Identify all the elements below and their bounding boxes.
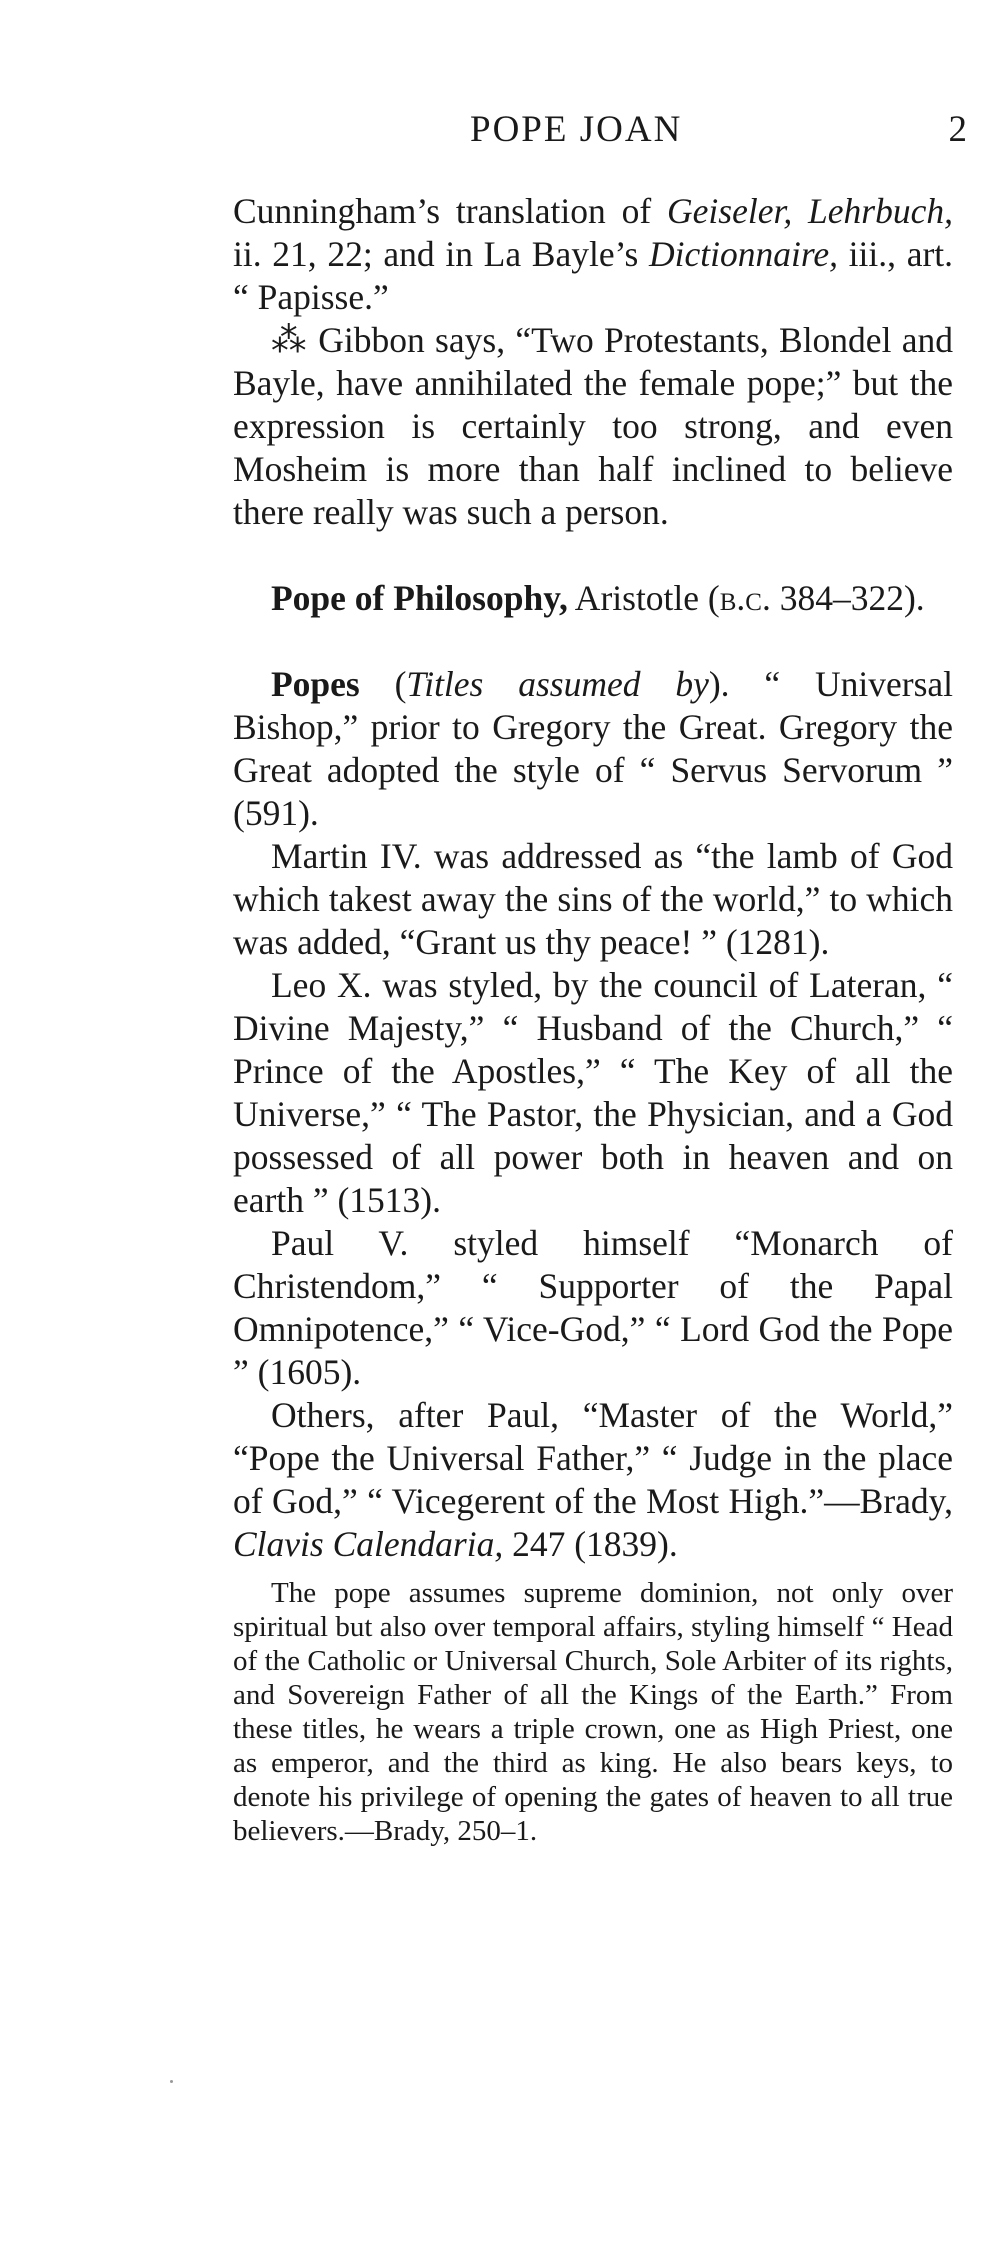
running-title: POPE JOAN	[470, 109, 683, 150]
era-abbrev: b.c.	[719, 578, 771, 618]
paren-open: (	[359, 664, 407, 704]
entry-pope-of-philosophy	[233, 577, 953, 620]
paragraph-citation	[233, 190, 953, 319]
paragraph-gibbon: ⁂ Gibbon says, “Two Protestants, Blondel and Bayle, have annihilated the female pope;” but the expression is certainly too strong, and even Mosheim is more than half inclined to believe there really was such a person.	[233, 320, 953, 532]
body-text	[233, 190, 953, 1848]
entry-popes	[233, 663, 953, 835]
running-head	[233, 108, 967, 158]
page-number: 2	[948, 109, 967, 150]
citation-middle: ii. 21, 22; and in La Bayle’s	[233, 234, 649, 274]
footnote-paragraph: The pope assumes supreme dominion, not only over spiritual but also over temporal affairs, styling himself “ Head of the Catholic or Universal Church, Sole Arbiter of its rights, and Sovereign Father of all the Kings of the Earth.” From these titles, he wears a triple crown, one as High Priest, one as emperor, and the third as king. He also bears keys, to denote his privilege of opening the gates of heaven to all true believers.—Brady, 250–1.	[233, 1577, 953, 1847]
citation-tail: iii., art. “ Papisse.”	[233, 234, 954, 317]
citation-title-dictionnaire: Dictionnaire,	[648, 234, 838, 274]
paragraph-others	[233, 1394, 953, 1566]
entry-text: Aristotle (	[567, 578, 720, 618]
entry-qualifier: Titles assumed by	[406, 664, 709, 704]
paragraph-martin-iv: Martin IV. was addressed as “the lamb of God which takest away the sins of the world,” to which was added, “Grant us thy peace! ” (1281).	[233, 836, 953, 962]
citation-title-lehrbuch: Geiseler, Lehrbuch,	[667, 191, 953, 231]
entry-dates: 384–322).	[770, 578, 925, 618]
citation-title-clavis: Clavis Calendaria,	[233, 1524, 504, 1564]
entry-text: ). “ Universal Bishop,” prior to Gregory the Great. Gregory the Great adopted the style of “ Servus Servorum ” (591).	[233, 664, 953, 833]
paragraph-text: Others, after Paul, “Master of the World,” “Pope the Universal Father,” “ Judge in the place of God,” “ Vicegerent of the Most High.”—Brady,	[233, 1395, 953, 1521]
citation-tail: 247 (1839).	[503, 1524, 678, 1564]
margin-speck	[170, 2080, 173, 2083]
entry-headword: Pope of Philosophy,	[271, 578, 568, 618]
citation-lead: Cunningham’s translation of	[233, 191, 668, 231]
paragraph-leo-x: Leo X. was styled, by the council of Lateran, “ Divine Majesty,” “ Husband of the Church,” “ Prince of the Apostles,” “ The Key of all the Universe,” “ The Pastor, the Physician, and a God possessed of all power both in heaven and on earth ” (1513).	[233, 965, 953, 1220]
paragraph-paul-v: Paul V. styled himself “Monarch of Christendom,” “ Supporter of the Papal Omnipotence,” “ Vice-God,” “ Lord God the Pope ” (1605).	[233, 1223, 953, 1392]
entry-headword: Popes	[271, 664, 360, 704]
